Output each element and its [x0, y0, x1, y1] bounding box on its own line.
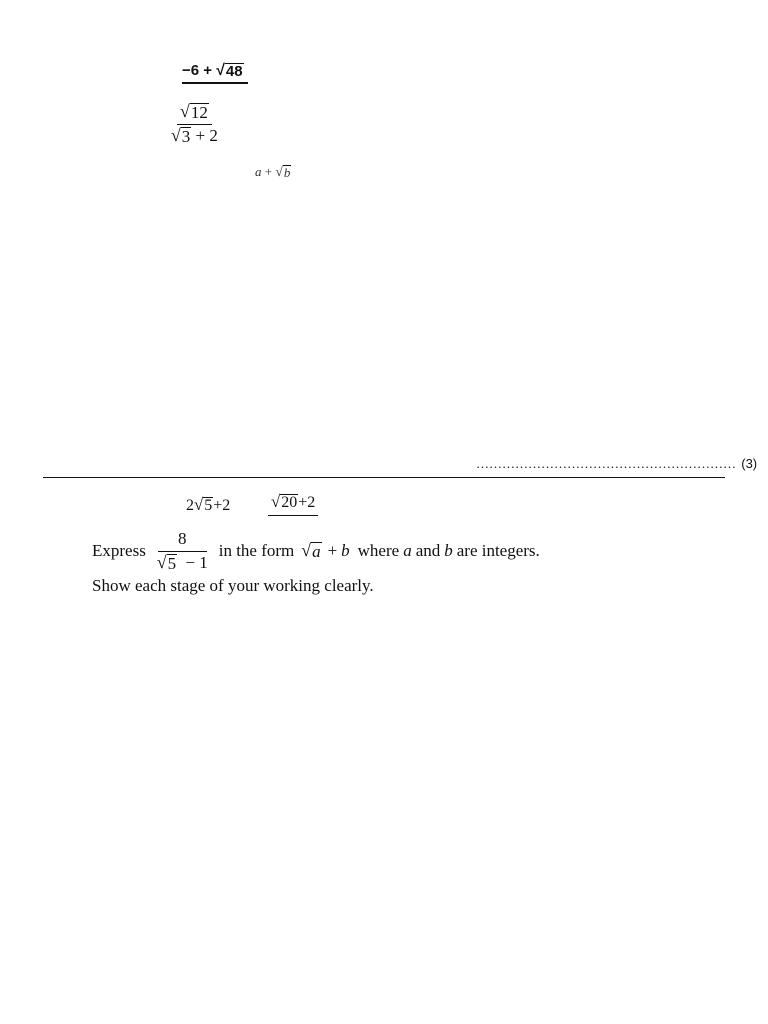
working-line-1: [182, 62, 248, 84]
working-expr-1: 2 √ 5 +2: [186, 495, 231, 514]
sqrt-20: √ 20: [271, 492, 298, 511]
sqrt-5: √ 5: [194, 495, 213, 514]
working-expr-2: √ 20 +2: [268, 494, 318, 516]
sqrt-a: √ a: [301, 539, 321, 561]
working-line-1-prefix: −6 +: [182, 62, 213, 79]
sqrt-3: √ 3: [171, 124, 191, 146]
sqrt-12: √ 12: [180, 101, 208, 122]
question-fraction: 8 √ 5 − 1: [156, 529, 208, 573]
sqrt-5-den: √ 5: [156, 551, 177, 573]
sqrt-b: √ b: [275, 164, 291, 180]
working-fraction: √ 12 √ 3 + 2: [171, 101, 218, 146]
question-divider: [43, 477, 725, 478]
question-line-1: Express 8 √ 5 − 1 in the form √ a + b where a and b are integers.: [92, 529, 540, 573]
question-express: Express: [92, 541, 146, 561]
sqrt-48: √ 48: [216, 62, 243, 80]
working-form: a + √ b: [255, 164, 291, 180]
marks-label: (3): [741, 456, 758, 471]
answer-dots: [476, 456, 757, 472]
answer-dot-leader: ……………………………………………………: [476, 456, 736, 471]
question-line-2: Show each stage of your working clearly.: [92, 576, 374, 595]
